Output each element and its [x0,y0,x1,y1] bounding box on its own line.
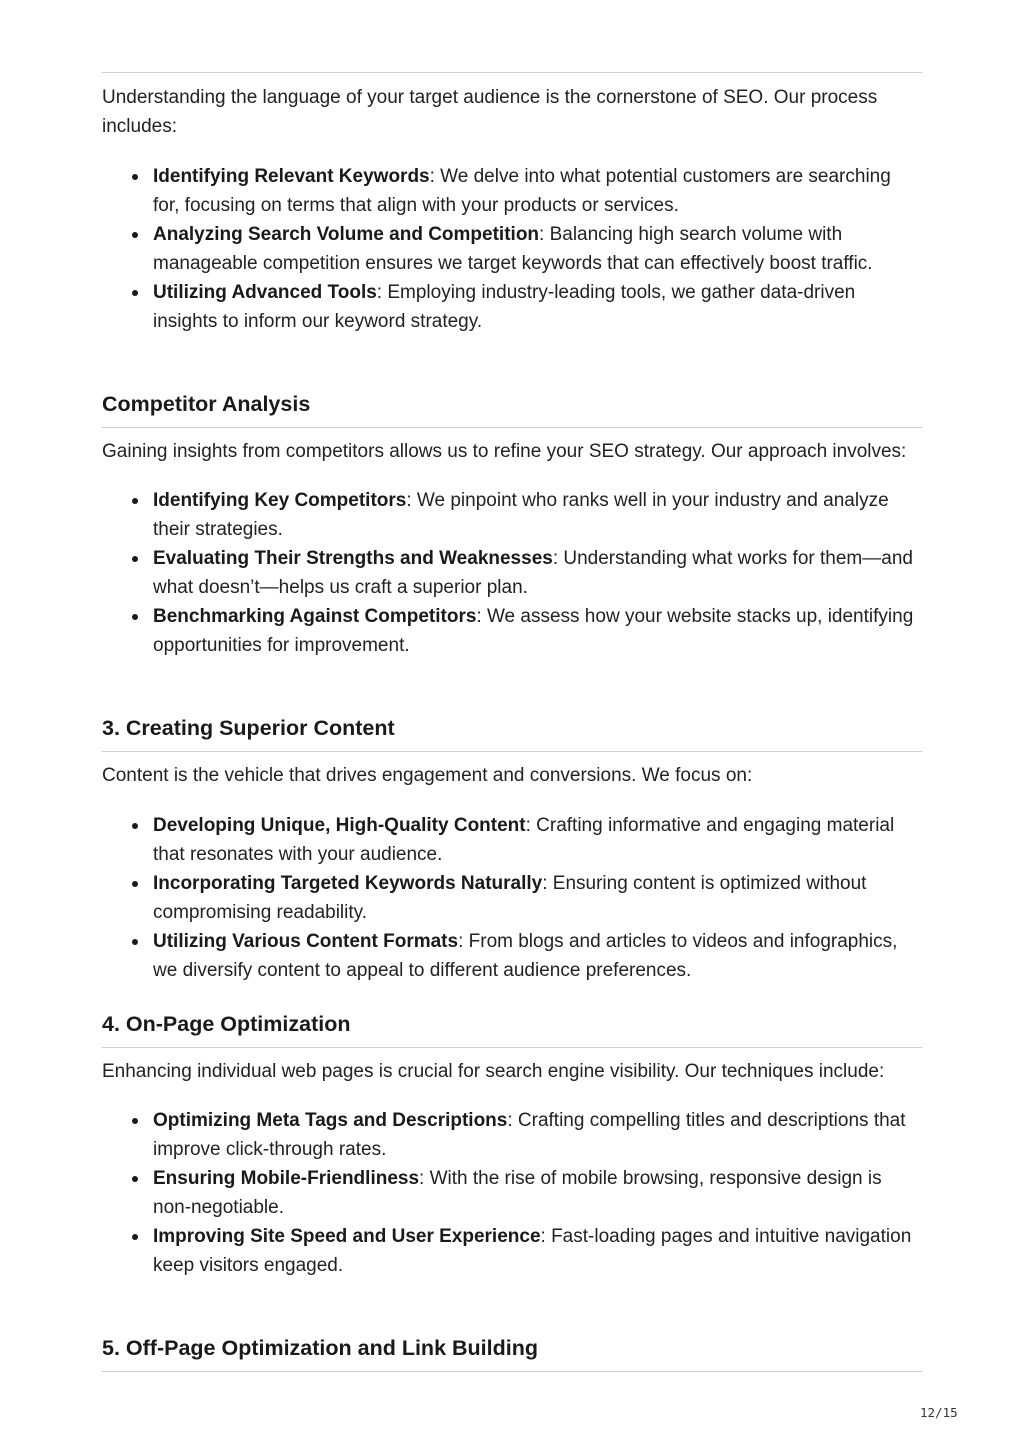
list-item-term: Ensuring Mobile-Friendliness [153,1168,420,1189]
list-item-term: Developing Unique, High-Quality Content [153,815,526,836]
list-item-term: Benchmarking Against Competitors [153,606,477,627]
list-item-text: : We assess how your website stacks up, identifying opportunities for improvement. [153,606,914,656]
on-page-list [102,1106,922,1280]
list-item-text: : Balancing high search volume with manageable competition ensures we target keywords that can effectively boost traffic. [153,224,873,274]
superior-content-list [102,811,922,985]
list-item-text: : Ensuring content is optimized without compromising readability. [153,873,867,923]
on-page-intro: Enhancing individual web pages is crucial for search engine visibility. Our techniques include: [102,1061,885,1082]
off-page-section [102,1333,922,1372]
list-item [153,278,922,336]
list-item [153,162,922,220]
list-item [153,220,922,278]
list-item [153,544,922,602]
competitor-analysis-section [102,389,922,660]
list-item-text: : Crafting compelling titles and descriptions that improve click-through rates. [153,1110,906,1160]
list-item [153,1106,922,1164]
list-item [153,602,922,660]
competitor-analysis-list [102,486,922,660]
list-item [153,811,922,869]
list-item-text: : We delve into what potential customers are searching for, focusing on terms that align with your products or services. [153,166,891,216]
list-item [153,1164,922,1222]
list-item [153,486,922,544]
list-item-text: : Fast-loading pages and intuitive navigation keep visitors engaged. [153,1226,912,1276]
section-heading: 5. Off-Page Optimization and Link Building [102,1333,922,1372]
section-divider [102,72,922,73]
list-item [153,1222,922,1280]
list-item-term: Analyzing Search Volume and Competition [153,224,540,245]
keyword-research-section [102,83,922,336]
list-item-text: : We pinpoint who ranks well in your industry and analyze their strategies. [153,490,889,540]
superior-content-section [102,713,922,985]
superior-content-intro: Content is the vehicle that drives engagement and conversions. We focus on: [102,765,753,786]
list-item-term: Improving Site Speed and User Experience [153,1226,541,1247]
list-item-text: : Understanding what works for them—and what doesn’t—helps us craft a superior plan. [153,548,913,598]
competitor-analysis-intro: Gaining insights from competitors allows us to refine your SEO strategy. Our approach involves: [102,441,907,462]
list-item-term: Identifying Relevant Keywords [153,166,430,187]
list-item-text: : From blogs and articles to videos and infographics, we diversify content to appeal to different audience preferences. [153,931,898,981]
section-heading: 3. Creating Superior Content [102,713,922,752]
section-heading: Competitor Analysis [102,389,922,428]
list-item-term: Identifying Key Competitors [153,490,407,511]
list-item-text: : With the rise of mobile browsing, responsive design is non-negotiable. [153,1168,882,1218]
list-item-term: Evaluating Their Strengths and Weaknesses [153,548,553,569]
list-item-term: Utilizing Various Content Formats [153,931,459,952]
list-item-text: : Employing industry-leading tools, we gather data-driven insights to inform our keyword strategy. [153,282,856,332]
list-item-term: Incorporating Targeted Keywords Naturally [153,873,543,894]
keyword-research-list [102,162,922,336]
list-item-text: : Crafting informative and engaging material that resonates with your audience. [153,815,895,865]
section-heading: 4. On-Page Optimization [102,1009,922,1048]
list-item [153,927,922,985]
list-item-term: Optimizing Meta Tags and Descriptions [153,1110,508,1131]
list-item [153,869,922,927]
keyword-research-intro: Understanding the language of your target audience is the cornerstone of SEO. Our process includes: [102,87,878,137]
on-page-section [102,1009,922,1280]
page-number: 12/15 [920,1405,958,1420]
list-item-term: Utilizing Advanced Tools [153,282,377,303]
